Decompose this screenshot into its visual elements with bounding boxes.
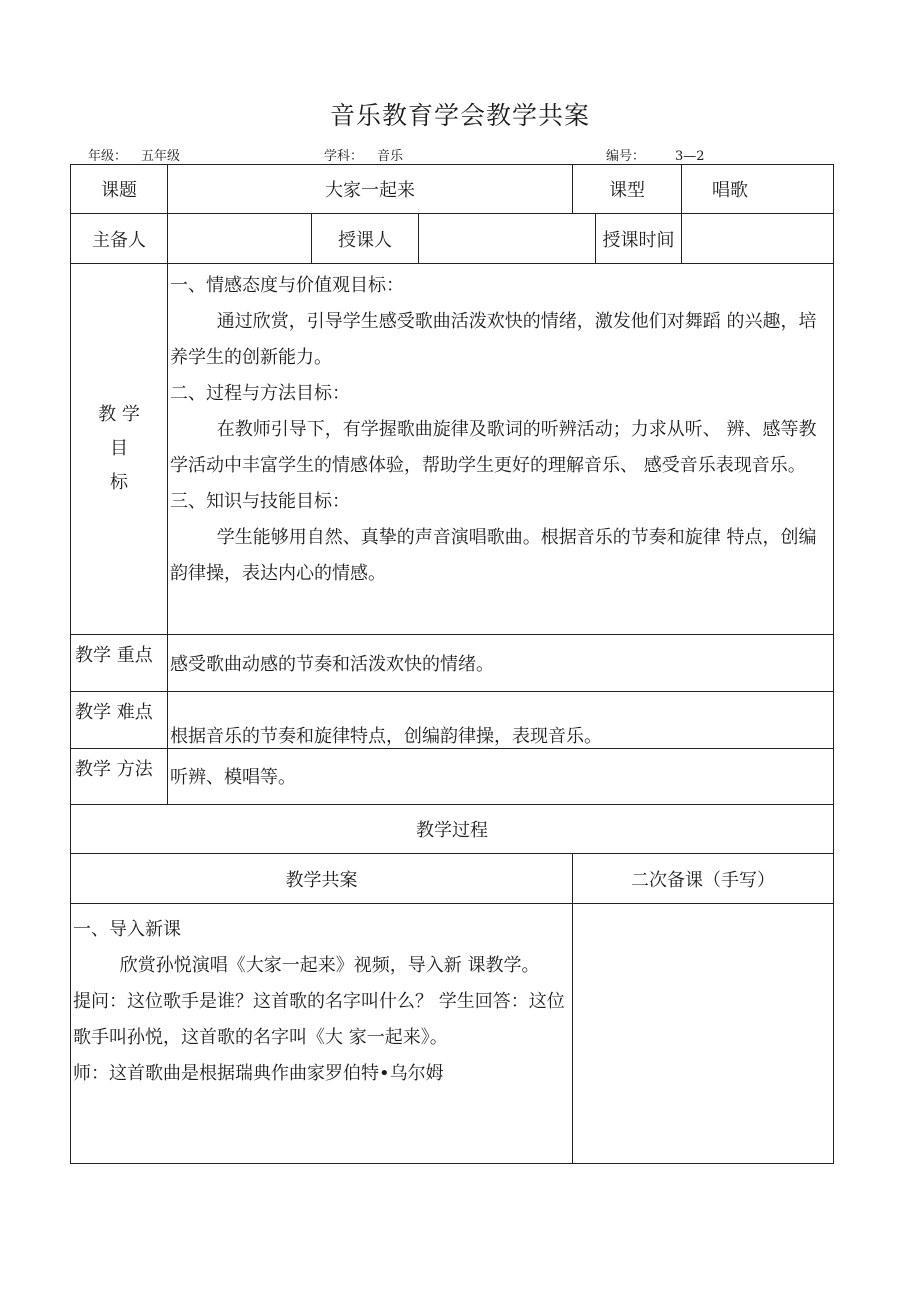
type-value: 唱歌 [682, 165, 834, 214]
process-text-3: 师：这首歌曲是根据瑞典作曲家罗伯特•乌尔姆 [73, 1063, 444, 1084]
goal-heading-1: 一、情感态度与价值观目标： [170, 275, 404, 296]
lesson-plan-table [70, 164, 834, 1164]
goals-content [168, 264, 834, 635]
topic-value: 大家一起来 [168, 165, 573, 214]
grade-label: 年级： [88, 149, 128, 164]
method-label: 教学 方法 [71, 749, 168, 805]
process-header-row [71, 805, 834, 854]
key-point-row [71, 635, 834, 692]
number-value: 3—2 [675, 149, 705, 164]
goals-label-line-1: 教 学 [98, 404, 140, 425]
goal-text-1: 通过欣赏，引导学生感受歌曲活泼欢快的情绪，激发他们对舞蹈 的兴趣，培养学生的创新能力。 [170, 311, 817, 368]
teacher-label: 授课人 [312, 214, 419, 264]
process-heading-1: 一、导入新课 [73, 919, 181, 940]
time-value [682, 214, 834, 264]
method-row [71, 749, 834, 805]
grade-info [88, 145, 180, 164]
subject-info [324, 145, 403, 164]
goals-label-line-3: 标 [110, 472, 128, 493]
process-content-row [71, 904, 834, 1164]
key-point-label: 教学 重点 [71, 635, 168, 692]
shared-plan-content [71, 904, 573, 1164]
time-label: 授课时间 [596, 214, 682, 264]
goals-label-line-2: 目 [110, 438, 128, 459]
goals-row [71, 264, 834, 635]
difficulty-value: 根据音乐的节奏和旋律特点，创编韵律操，表现音乐。 [168, 692, 834, 749]
grade-value: 五年级 [141, 149, 181, 164]
process-text-1: 欣赏孙悦演唱《大家一起来》视频，导入新 课教学。 [119, 955, 540, 976]
key-point-value: 感受歌曲动感的节奏和活泼欢快的情绪。 [168, 635, 834, 692]
topic-label: 课题 [71, 165, 168, 214]
type-label: 课型 [573, 165, 682, 214]
difficulty-label: 教学 难点 [71, 692, 168, 749]
difficulty-row [71, 692, 834, 749]
method-value: 听辨、模唱等。 [168, 749, 834, 805]
preparer-value [168, 214, 312, 264]
process-columns-row [71, 854, 834, 904]
number-info [606, 145, 705, 164]
subject-label: 学科： [324, 149, 364, 164]
number-label: 编号： [606, 149, 646, 164]
page-title: 音乐教育学会教学共案 [329, 101, 590, 130]
topic-row [71, 165, 834, 214]
second-prep-header: 二次备课（手写） [573, 854, 834, 904]
goal-text-2: 在教师引导下，有学握歌曲旋律及歌词的听辨活动；力求从听、 辨、感等教学活动中丰富学生的情感体验，帮助学生更好的理解音乐、 感受音乐表现音乐。 [170, 419, 817, 476]
goals-label [71, 264, 168, 635]
second-prep-content [573, 904, 834, 1164]
staff-row [71, 214, 834, 264]
goal-heading-3: 三、知识与技能目标： [170, 491, 350, 512]
preparer-label: 主备人 [71, 214, 168, 264]
shared-plan-header: 教学共案 [71, 854, 573, 904]
goal-text-3: 学生能够用自然、真挚的声音演唱歌曲。根据音乐的节奏和旋律 特点，创编韵律操，表达内心的情感。 [170, 527, 817, 584]
process-header: 教学过程 [71, 805, 834, 854]
subject-value: 音乐 [377, 149, 404, 164]
teacher-value [419, 214, 596, 264]
process-text-2: 提问：这位歌手是谁？这首歌的名字叫什么？ 学生回答：这位歌手叫孙悦，这首歌的名字叫《大 家一起来》。 [73, 991, 565, 1048]
goal-heading-2: 二、过程与方法目标： [170, 383, 350, 404]
